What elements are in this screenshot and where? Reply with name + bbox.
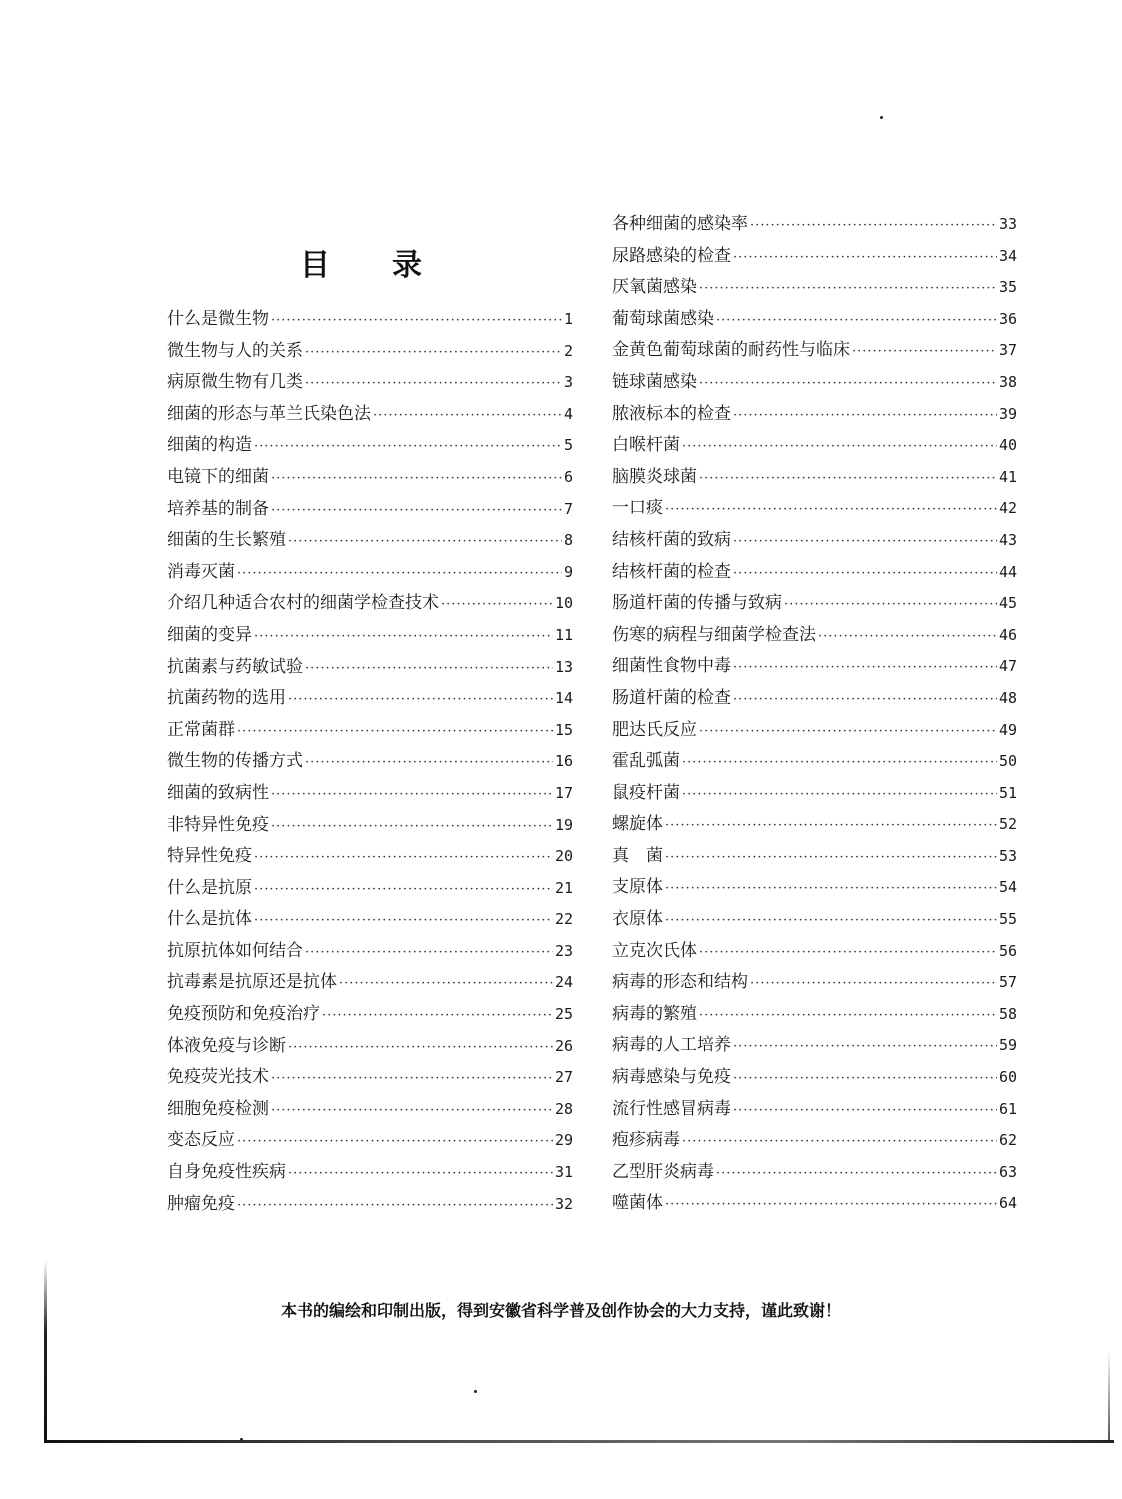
toc-entry bbox=[167, 588, 573, 620]
dot-leader bbox=[716, 1158, 997, 1190]
dot-leader bbox=[237, 1190, 553, 1222]
toc-entry-title: 正常菌群 bbox=[167, 719, 235, 740]
toc-entry-page: 47 bbox=[998, 657, 1017, 676]
toc-entry bbox=[612, 651, 1017, 683]
dot-leader bbox=[254, 431, 562, 463]
toc-entry-title: 什么是抗体 bbox=[167, 909, 252, 930]
toc-entry-title: 什么是微生物 bbox=[167, 309, 269, 329]
toc-entry bbox=[612, 746, 1017, 778]
toc-entry-page: 54 bbox=[998, 878, 1017, 897]
toc-entry bbox=[612, 1188, 1017, 1220]
dot-leader bbox=[271, 1095, 553, 1127]
toc-entry bbox=[167, 1031, 573, 1063]
toc-entry-page: 64 bbox=[998, 1194, 1017, 1213]
toc-entry-title: 自身免疫性疾病 bbox=[167, 1162, 286, 1183]
toc-entry-title: 细胞免疫检测 bbox=[167, 1098, 269, 1119]
toc-entry-title: 细菌性食物中毒 bbox=[612, 656, 731, 677]
toc-left-column bbox=[167, 304, 573, 1220]
toc-entry-page: 24 bbox=[554, 973, 573, 992]
toc-entry-title: 病毒的繁殖 bbox=[612, 1003, 697, 1024]
toc-entry-title: 葡萄球菌感染 bbox=[612, 308, 714, 329]
toc-entry bbox=[167, 1094, 573, 1126]
toc-entry-page: 28 bbox=[554, 1099, 573, 1118]
toc-entry bbox=[612, 620, 1017, 652]
toc-entry bbox=[167, 1125, 573, 1157]
toc-entry-title: 病毒的形态和结构 bbox=[612, 972, 748, 993]
dot-leader bbox=[305, 653, 553, 685]
toc-entry-title: 尿路感染的检查 bbox=[612, 245, 731, 266]
toc-entry-page: 14 bbox=[554, 689, 573, 708]
scan-speck bbox=[474, 1390, 477, 1393]
toc-entry-page: 32 bbox=[554, 1194, 573, 1213]
toc-entry bbox=[612, 557, 1017, 589]
dot-leader bbox=[665, 873, 997, 905]
toc-entry bbox=[612, 809, 1017, 841]
dot-leader bbox=[288, 1032, 553, 1064]
toc-entry bbox=[167, 525, 573, 557]
toc-entry bbox=[612, 999, 1017, 1031]
dot-leader bbox=[699, 463, 997, 495]
dot-leader bbox=[733, 558, 997, 590]
toc-entry-page: 7 bbox=[563, 499, 573, 518]
toc-entry-page: 5 bbox=[563, 436, 573, 455]
dot-leader bbox=[288, 1158, 553, 1190]
toc-entry-page: 53 bbox=[998, 846, 1017, 865]
toc-entry-page: 11 bbox=[554, 625, 573, 644]
dot-leader bbox=[699, 273, 997, 305]
toc-entry bbox=[167, 557, 573, 589]
toc-entry-page: 15 bbox=[554, 720, 573, 739]
toc-entry bbox=[612, 683, 1017, 715]
acknowledgement-text: 本书的编绘和印制出版，得到安徽省科学普及创作协会的大力支持，谨此致谢！ bbox=[280, 1301, 841, 1320]
toc-entry-page: 36 bbox=[998, 309, 1017, 328]
toc-entry bbox=[612, 872, 1017, 904]
toc-entry bbox=[612, 525, 1017, 557]
toc-entry-page: 2 bbox=[563, 341, 573, 360]
toc-entry-page: 63 bbox=[998, 1162, 1017, 1181]
toc-entry-page: 16 bbox=[554, 752, 573, 771]
dot-leader bbox=[784, 589, 997, 621]
dot-leader bbox=[305, 747, 553, 779]
toc-entry-page: 20 bbox=[554, 847, 573, 866]
toc-entry-title: 肥达氏反应 bbox=[612, 719, 697, 740]
toc-entry-title: 疱疹病毒 bbox=[612, 1130, 680, 1151]
toc-entry-page: 39 bbox=[998, 404, 1017, 423]
toc-entry bbox=[612, 430, 1017, 462]
toc-entry-title: 抗菌素与药敏试验 bbox=[167, 656, 303, 677]
dot-leader bbox=[682, 1126, 997, 1158]
toc-entry-page: 8 bbox=[563, 531, 573, 550]
dot-leader bbox=[750, 210, 997, 242]
scan-edge-right bbox=[1108, 1350, 1110, 1440]
dot-leader bbox=[288, 526, 562, 558]
toc-entry-title: 立克次氏体 bbox=[612, 940, 697, 961]
dot-leader bbox=[733, 1063, 997, 1095]
toc-entry bbox=[167, 778, 573, 810]
toc-entry-title: 微生物与人的关系 bbox=[167, 340, 303, 361]
toc-entry bbox=[612, 209, 1017, 241]
toc-entry-page: 42 bbox=[998, 499, 1017, 518]
toc-entry-page: 10 bbox=[554, 594, 573, 613]
toc-entry-page: 29 bbox=[554, 1131, 573, 1150]
toc-entry bbox=[167, 936, 573, 968]
toc-entry-title: 脓液标本的检查 bbox=[612, 403, 731, 424]
dot-leader bbox=[254, 621, 553, 653]
toc-entry bbox=[167, 620, 573, 652]
toc-entry-page: 43 bbox=[998, 530, 1017, 549]
toc-entry-page: 38 bbox=[998, 372, 1017, 391]
toc-entry-page: 17 bbox=[554, 783, 573, 802]
toc-entry-title: 变态反应 bbox=[167, 1130, 235, 1151]
dot-leader bbox=[682, 747, 997, 779]
toc-entry bbox=[612, 778, 1017, 810]
page-title: 目录 bbox=[300, 248, 484, 283]
toc-right-column bbox=[612, 209, 1017, 1220]
toc-entry bbox=[167, 494, 573, 526]
dot-leader bbox=[271, 811, 553, 843]
dot-leader bbox=[665, 842, 997, 874]
dot-leader bbox=[733, 652, 997, 684]
dot-leader bbox=[254, 842, 553, 874]
dot-leader bbox=[665, 810, 997, 842]
dot-leader bbox=[733, 242, 997, 274]
toc-entry-title: 培养基的制备 bbox=[167, 498, 269, 519]
toc-entry bbox=[612, 241, 1017, 273]
toc-entry bbox=[167, 873, 573, 905]
toc-entry-page: 52 bbox=[998, 815, 1017, 834]
toc-entry-page: 46 bbox=[998, 625, 1017, 644]
toc-entry bbox=[167, 652, 573, 684]
toc-entry bbox=[612, 335, 1017, 367]
toc-entry bbox=[612, 493, 1017, 525]
toc-entry bbox=[612, 1125, 1017, 1157]
dot-leader bbox=[750, 968, 997, 1000]
toc-entry-title: 金黄色葡萄球菌的耐药性与临床 bbox=[612, 340, 850, 361]
dot-leader bbox=[441, 589, 553, 621]
toc-entry bbox=[167, 841, 573, 873]
toc-entry-page: 34 bbox=[998, 246, 1017, 265]
toc-entry-title: 乙型肝炎病毒 bbox=[612, 1161, 714, 1182]
toc-entry-page: 61 bbox=[998, 1099, 1017, 1118]
dot-leader bbox=[852, 336, 997, 368]
dot-leader bbox=[818, 621, 997, 653]
toc-entry-title: 非特异性免疫 bbox=[167, 814, 269, 835]
toc-entry-page: 55 bbox=[998, 910, 1017, 929]
toc-entry-page: 22 bbox=[554, 910, 573, 929]
toc-entry bbox=[167, 1157, 573, 1189]
toc-entry bbox=[612, 936, 1017, 968]
scan-speck bbox=[880, 116, 883, 119]
toc-entry-title: 电镜下的细菌 bbox=[167, 466, 269, 487]
toc-entry bbox=[167, 810, 573, 842]
toc-entry-title: 特异性免疫 bbox=[167, 846, 252, 867]
toc-entry-page: 51 bbox=[998, 783, 1017, 802]
toc-entry-page: 9 bbox=[563, 562, 573, 581]
toc-entry bbox=[612, 715, 1017, 747]
dot-leader bbox=[373, 400, 562, 432]
toc-entry-title: 螺旋体 bbox=[612, 814, 663, 835]
toc-entry bbox=[167, 399, 573, 431]
toc-entry-title: 病毒的人工培养 bbox=[612, 1035, 731, 1056]
toc-entry-title: 病原微生物有几类 bbox=[167, 372, 303, 393]
toc-entry-page: 13 bbox=[554, 657, 573, 676]
dot-leader bbox=[254, 905, 553, 937]
dot-leader bbox=[271, 305, 562, 337]
toc-entry-page: 25 bbox=[554, 1005, 573, 1024]
dot-leader bbox=[665, 905, 997, 937]
toc-entry-page: 23 bbox=[554, 941, 573, 960]
toc-entry-title: 细菌的致病性 bbox=[167, 782, 269, 803]
toc-entry-page: 4 bbox=[563, 404, 573, 423]
toc-entry-title: 消毒灭菌 bbox=[167, 561, 235, 582]
dot-leader bbox=[699, 716, 997, 748]
scan-edge-bottom bbox=[44, 1440, 1114, 1443]
toc-entry-title: 各种细菌的感染率 bbox=[612, 214, 748, 234]
toc-entry-title: 支原体 bbox=[612, 877, 663, 898]
toc-entry bbox=[612, 967, 1017, 999]
dot-leader bbox=[237, 1126, 553, 1158]
toc-entry-title: 病毒感染与免疫 bbox=[612, 1067, 731, 1088]
dot-leader bbox=[254, 874, 553, 906]
dot-leader bbox=[699, 1000, 997, 1032]
toc-entry-title: 免疫预防和免疫治疗 bbox=[167, 1004, 320, 1025]
toc-entry-page: 3 bbox=[563, 373, 573, 392]
toc-entry-page: 19 bbox=[554, 815, 573, 834]
dot-leader bbox=[271, 1063, 553, 1095]
toc-entry-title: 微生物的传播方式 bbox=[167, 751, 303, 772]
toc-entry bbox=[167, 430, 573, 462]
toc-entry-title: 肿瘤免疫 bbox=[167, 1193, 235, 1214]
toc-entry-page: 35 bbox=[998, 278, 1017, 297]
dot-leader bbox=[322, 1000, 553, 1032]
dot-leader bbox=[305, 337, 562, 369]
dot-leader bbox=[733, 684, 997, 716]
toc-entry-title: 什么是抗原 bbox=[167, 877, 252, 898]
dot-leader bbox=[288, 684, 553, 716]
toc-entry-page: 31 bbox=[554, 1163, 573, 1182]
toc-entry-page: 37 bbox=[998, 341, 1017, 360]
toc-entry-page: 21 bbox=[554, 878, 573, 897]
dot-leader bbox=[305, 937, 553, 969]
toc-entry-title: 流行性感冒病毒 bbox=[612, 1098, 731, 1119]
toc-entry bbox=[612, 462, 1017, 494]
dot-leader bbox=[665, 1189, 997, 1221]
toc-entry-page: 58 bbox=[998, 1004, 1017, 1023]
toc-entry bbox=[167, 1189, 573, 1221]
toc-entry-title: 白喉杆菌 bbox=[612, 435, 680, 456]
toc-entry bbox=[612, 367, 1017, 399]
toc-entry-page: 33 bbox=[998, 215, 1017, 233]
toc-entry bbox=[167, 336, 573, 368]
toc-entry-page: 40 bbox=[998, 436, 1017, 455]
dot-leader bbox=[699, 937, 997, 969]
toc-entry-page: 1 bbox=[563, 310, 573, 328]
toc-entry bbox=[167, 462, 573, 494]
dot-leader bbox=[271, 463, 562, 495]
toc-entry-title: 结核杆菌的检查 bbox=[612, 561, 731, 582]
toc-entry bbox=[612, 399, 1017, 431]
toc-entry-page: 48 bbox=[998, 688, 1017, 707]
toc-entry bbox=[612, 272, 1017, 304]
dot-leader bbox=[237, 716, 553, 748]
toc-entry-page: 45 bbox=[998, 594, 1017, 613]
toc-entry bbox=[612, 841, 1017, 873]
toc-entry bbox=[167, 367, 573, 399]
dot-leader bbox=[305, 368, 562, 400]
toc-entry-page: 44 bbox=[998, 562, 1017, 581]
toc-entry-title: 抗原抗体如何结合 bbox=[167, 940, 303, 961]
scan-speck bbox=[240, 1438, 243, 1441]
dot-leader bbox=[733, 526, 997, 558]
toc-entry-title: 抗毒素是抗原还是抗体 bbox=[167, 972, 337, 993]
toc-entry-page: 26 bbox=[554, 1036, 573, 1055]
dot-leader bbox=[237, 558, 562, 590]
toc-entry-title: 霍乱弧菌 bbox=[612, 751, 680, 772]
toc-entry bbox=[612, 588, 1017, 620]
toc-entry-title: 噬菌体 bbox=[612, 1193, 663, 1214]
toc-entry-title: 真 菌 bbox=[612, 845, 663, 866]
dot-leader bbox=[339, 968, 553, 1000]
toc-entry-page: 56 bbox=[998, 941, 1017, 960]
toc-entry-page: 60 bbox=[998, 1068, 1017, 1087]
toc-entry-title: 细菌的变异 bbox=[167, 624, 252, 645]
toc-entry bbox=[612, 1030, 1017, 1062]
toc-entry-title: 伤寒的病程与细菌学检查法 bbox=[612, 624, 816, 645]
toc-entry-title: 细菌的生长繁殖 bbox=[167, 530, 286, 551]
toc-entry-title: 细菌的构造 bbox=[167, 435, 252, 456]
toc-entry-title: 衣原体 bbox=[612, 909, 663, 930]
dot-leader bbox=[665, 494, 997, 526]
toc-entry bbox=[612, 904, 1017, 936]
toc-entry bbox=[167, 746, 573, 778]
toc-entry-title: 链球菌感染 bbox=[612, 371, 697, 392]
toc-entry-title: 一口痰 bbox=[612, 498, 663, 519]
toc-entry bbox=[612, 1157, 1017, 1189]
toc-entry bbox=[612, 1062, 1017, 1094]
dot-leader bbox=[682, 779, 997, 811]
toc-entry bbox=[167, 1062, 573, 1094]
dot-leader bbox=[271, 495, 562, 527]
toc-entry bbox=[167, 999, 573, 1031]
toc-entry-page: 50 bbox=[998, 752, 1017, 771]
dot-leader bbox=[271, 779, 553, 811]
toc-entry-title: 厌氧菌感染 bbox=[612, 277, 697, 298]
toc-entry bbox=[167, 683, 573, 715]
toc-entry-title: 介绍几种适合农村的细菌学检查技术 bbox=[167, 593, 439, 614]
dot-leader bbox=[733, 400, 997, 432]
toc-entry-page: 27 bbox=[554, 1068, 573, 1087]
toc-entry-title: 免疫荧光技术 bbox=[167, 1067, 269, 1088]
toc-entry bbox=[167, 715, 573, 747]
toc-entry-page: 57 bbox=[998, 973, 1017, 992]
toc-entry-title: 鼠疫杆菌 bbox=[612, 782, 680, 803]
toc-entry-page: 59 bbox=[998, 1036, 1017, 1055]
toc-entry-page: 6 bbox=[563, 467, 573, 486]
dot-leader bbox=[699, 368, 997, 400]
toc-entry-title: 体液免疫与诊断 bbox=[167, 1035, 286, 1056]
dot-leader bbox=[682, 431, 997, 463]
toc-entry bbox=[167, 967, 573, 999]
dot-leader bbox=[716, 305, 997, 337]
toc-entry bbox=[612, 1094, 1017, 1126]
toc-entry-title: 肠道杆菌的检查 bbox=[612, 687, 731, 708]
dot-leader bbox=[733, 1095, 997, 1127]
scan-edge-left bbox=[44, 1260, 47, 1440]
toc-entry-page: 49 bbox=[998, 720, 1017, 739]
toc-entry-title: 脑膜炎球菌 bbox=[612, 466, 697, 487]
toc-entry-page: 62 bbox=[998, 1131, 1017, 1150]
toc-entry-page: 41 bbox=[998, 467, 1017, 486]
toc-entry-title: 肠道杆菌的传播与致病 bbox=[612, 593, 782, 614]
toc-entry-title: 细菌的形态与革兰氏染色法 bbox=[167, 403, 371, 424]
toc-entry bbox=[167, 904, 573, 936]
toc-entry-title: 结核杆菌的致病 bbox=[612, 529, 731, 550]
toc-entry-title: 抗菌药物的选用 bbox=[167, 688, 286, 709]
toc-entry bbox=[167, 304, 573, 336]
toc-entry bbox=[612, 304, 1017, 336]
dot-leader bbox=[733, 1031, 997, 1063]
